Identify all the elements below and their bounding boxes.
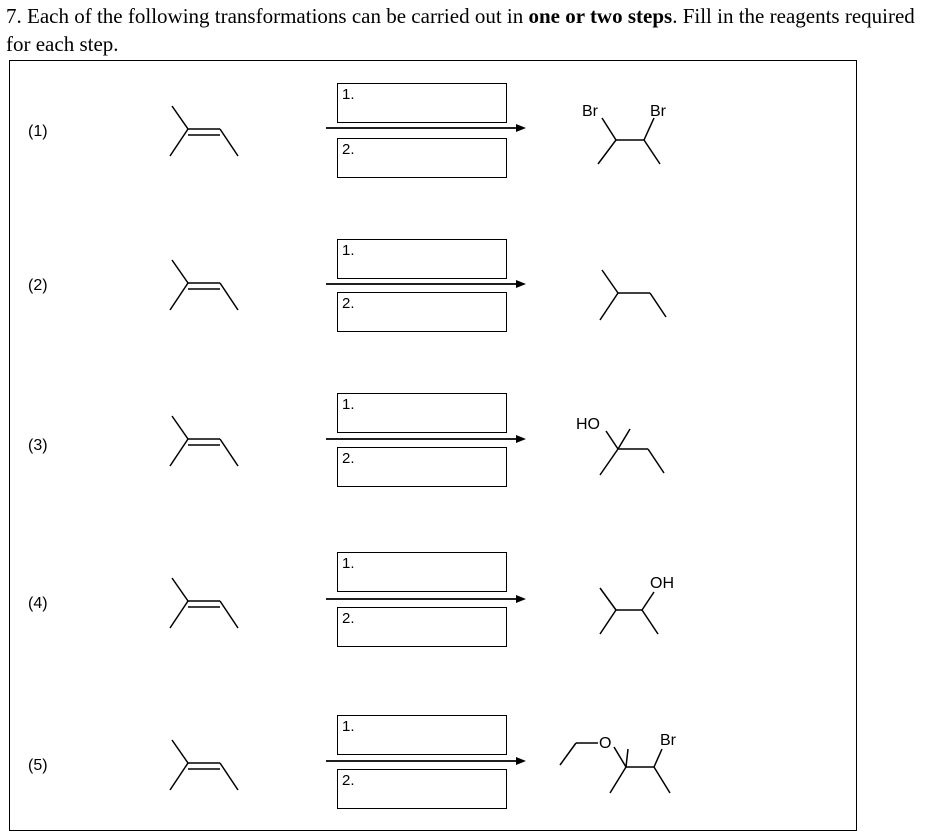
question-text-after: . Fill in the reagents required for each step. bbox=[6, 4, 915, 56]
reactant-alkene bbox=[160, 573, 240, 633]
reaction-arrow bbox=[326, 123, 526, 133]
step2-answer-box[interactable] bbox=[337, 447, 507, 487]
product-label-br-2: Br bbox=[650, 103, 666, 120]
step1-answer-box[interactable] bbox=[337, 715, 507, 755]
reaction-arrow bbox=[326, 279, 526, 289]
step1-answer-box[interactable] bbox=[337, 239, 507, 279]
problem-label: (3) bbox=[28, 437, 48, 454]
step2-label: 2. bbox=[342, 295, 355, 312]
product-label-oh: OH bbox=[650, 575, 674, 592]
step2-answer-box[interactable] bbox=[337, 769, 507, 809]
problem-row-3 bbox=[10, 369, 856, 523]
step2-answer-box[interactable] bbox=[337, 292, 507, 332]
step2-answer-box[interactable] bbox=[337, 138, 507, 178]
problem-label: (1) bbox=[28, 123, 48, 140]
step1-label: 1. bbox=[342, 555, 355, 572]
product-alkane bbox=[590, 265, 670, 325]
problem-label: (2) bbox=[28, 277, 48, 294]
problem-row-4 bbox=[10, 523, 856, 677]
step2-label: 2. bbox=[342, 141, 355, 158]
reaction-arrow bbox=[326, 594, 526, 604]
product-label-ho: HO bbox=[576, 416, 600, 433]
product-alcohol bbox=[570, 409, 670, 479]
step1-answer-box[interactable] bbox=[337, 393, 507, 433]
step1-label: 1. bbox=[342, 718, 355, 735]
product-label-br-1: Br bbox=[582, 103, 598, 120]
product-alcohol bbox=[590, 568, 690, 638]
reaction-arrow bbox=[326, 434, 526, 444]
step1-label: 1. bbox=[342, 86, 355, 103]
reactant-alkene bbox=[160, 255, 240, 315]
step2-label: 2. bbox=[342, 610, 355, 627]
reactant-alkene bbox=[160, 411, 240, 471]
step2-label: 2. bbox=[342, 772, 355, 789]
problem-row-2 bbox=[10, 215, 856, 369]
step1-answer-box[interactable] bbox=[337, 552, 507, 592]
problem-row-1 bbox=[10, 61, 856, 215]
problem-label: (4) bbox=[28, 595, 48, 612]
step2-answer-box[interactable] bbox=[337, 607, 507, 647]
reactant-alkene bbox=[160, 735, 240, 795]
step1-answer-box[interactable] bbox=[337, 83, 507, 123]
product-bromo-ether bbox=[550, 727, 690, 807]
reaction-arrow bbox=[326, 756, 526, 766]
question-text-before: Each of the following transformations can be carried out in bbox=[27, 4, 524, 28]
question-number: 7. bbox=[6, 4, 22, 28]
question-text bbox=[6, 2, 932, 58]
problem-label: (5) bbox=[28, 757, 48, 774]
product-dibromide bbox=[570, 96, 670, 166]
step1-label: 1. bbox=[342, 242, 355, 259]
product-label-br: Br bbox=[660, 732, 676, 749]
question-emphasis: one or two steps bbox=[528, 4, 673, 28]
problems-panel bbox=[9, 60, 857, 831]
step2-label: 2. bbox=[342, 450, 355, 467]
step1-label: 1. bbox=[342, 396, 355, 413]
reactant-alkene bbox=[160, 101, 240, 161]
problem-row-5 bbox=[10, 677, 856, 831]
product-label-o: O bbox=[599, 735, 612, 752]
